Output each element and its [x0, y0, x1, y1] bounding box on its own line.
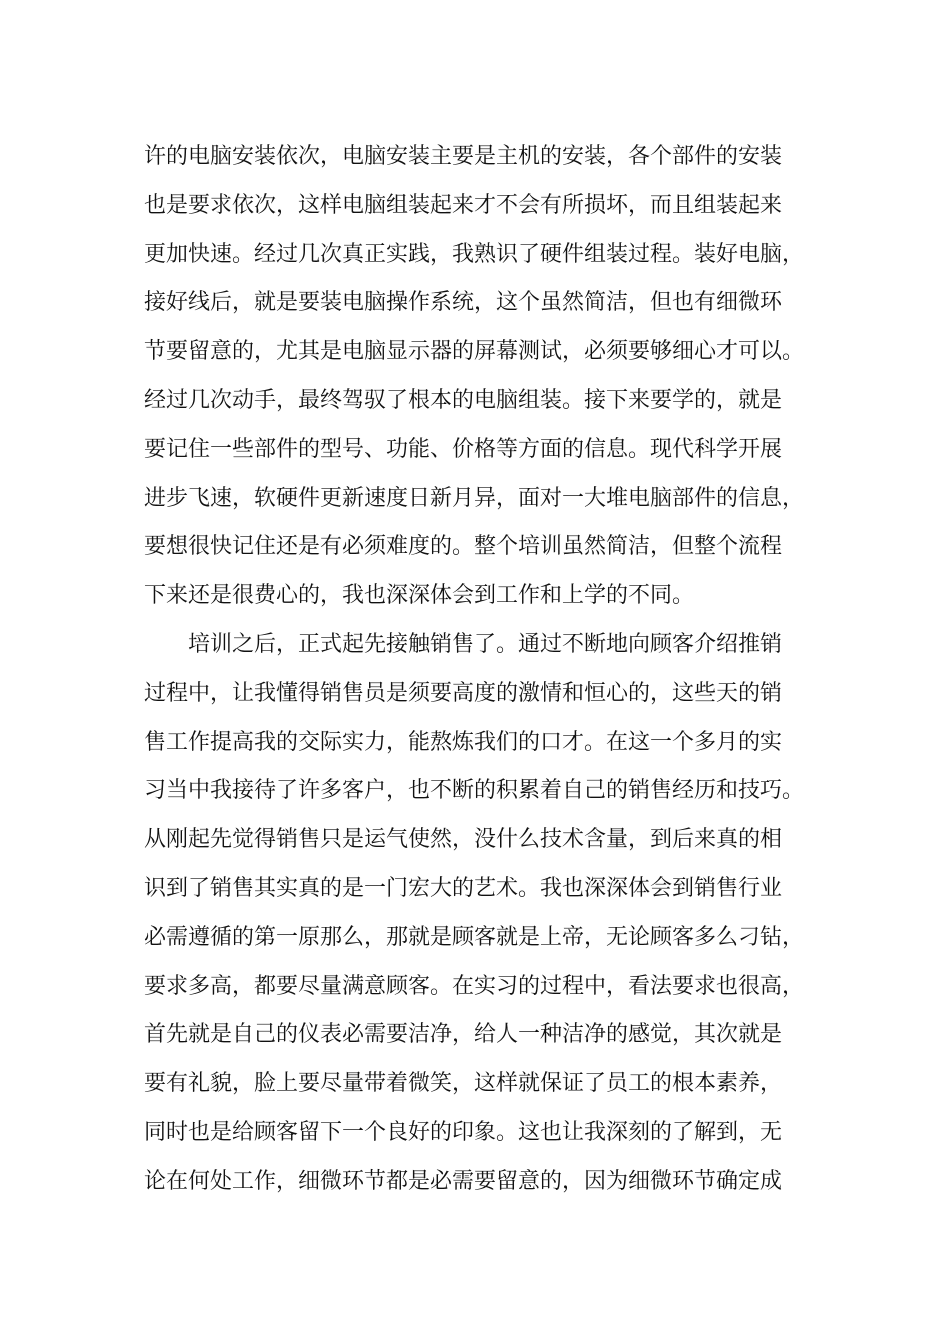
text-line: 售工作提高我的交际实力，能熬炼我们的口才。在这一个多月的实	[144, 729, 783, 755]
text-line: 论在何处工作，细微环节都是必需要留意的，因为细微环节确定成	[144, 1168, 783, 1194]
text-line: 首先就是自己的仪表必需要洁净，给人一种洁净的感觉，其次就是	[144, 1022, 783, 1048]
text-line: 也是要求依次，这样电脑组装起来才不会有所损坏，而且组装起来	[144, 192, 783, 218]
text-line: 过程中，让我懂得销售员是须要高度的激情和恒心的，这些天的销	[144, 680, 783, 706]
text-line: 同时也是给顾客留下一个良好的印象。这也让我深刻的了解到，无	[144, 1119, 783, 1145]
text-line: 更加快速。经过几次真正实践，我熟识了硬件组装过程。装好电脑，	[144, 241, 805, 267]
text-line: 要求多高，都要尽量满意顾客。在实习的过程中，看法要求也很高，	[144, 973, 805, 999]
text-line: 节要留意的，尤其是电脑显示器的屏幕测试，必须要够细心才可以。	[144, 339, 805, 365]
text-line: 要记住一些部件的型号、功能、价格等方面的信息。现代科学开展	[144, 436, 783, 462]
text-line: 许的电脑安装依次，电脑安装主要是主机的安装，各个部件的安装	[144, 144, 783, 169]
text-line: 习当中我接待了许多客户，也不断的积累着自己的销售经历和技巧。	[144, 778, 805, 804]
text-line: 要想很快记住还是有必须难度的。整个培训虽然简洁，但整个流程	[144, 534, 783, 560]
paragraph-start-line: 培训之后，正式起先接触销售了。通过不断地向顾客介绍推销	[188, 631, 783, 657]
text-line: 必需遵循的第一原那么，那就是顾客就是上帝，无论顾客多么刁钻，	[144, 924, 805, 950]
text-line: 识到了销售其实真的是一门宏大的艺术。我也深深体会到销售行业	[144, 875, 783, 901]
text-line: 进步飞速，软硬件更新速度日新月异，面对一大堆电脑部件的信息，	[144, 485, 805, 511]
text-line: 下来还是很费心的，我也深深体会到工作和上学的不同。	[144, 583, 695, 609]
body-text	[144, 133, 834, 1207]
text-line: 接好线后，就是要装电脑操作系统，这个虽然简洁，但也有细微环	[144, 290, 783, 316]
text-line: 经过几次动手，最终驾驭了根本的电脑组装。接下来要学的，就是	[144, 387, 783, 413]
text-line: 从刚起先觉得销售只是运气使然，没什么技术含量，到后来真的相	[144, 827, 783, 853]
text-line: 要有礼貌，脸上要尽量带着微笑，这样就保证了员工的根本素养，	[144, 1071, 783, 1097]
